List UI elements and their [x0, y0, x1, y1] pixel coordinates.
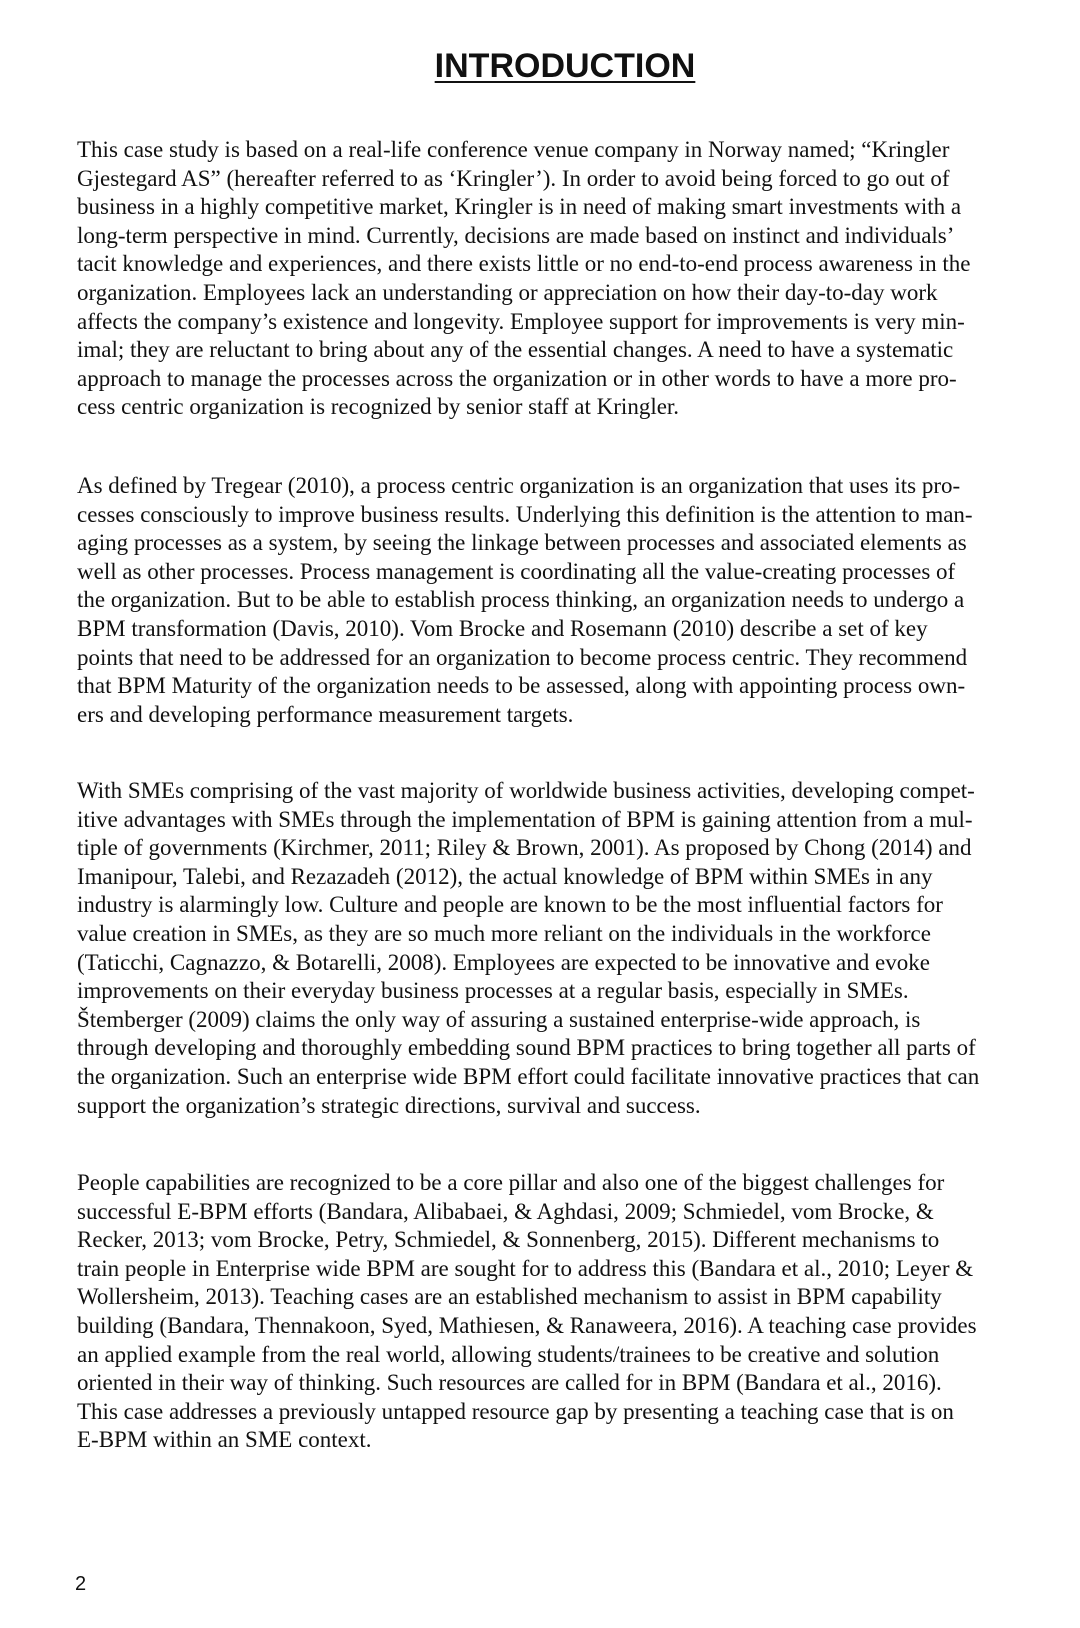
text-line: E-BPM within an SME context. — [77, 1427, 372, 1453]
text-line: People capabilities are recognized to be a core pillar and also one of the biggest challenges for — [77, 1170, 945, 1195]
text-line: building (Bandara, Thennakoon, Syed, Mathiesen, & Ranaweera, 2016). A teaching case provides — [77, 1312, 977, 1338]
paragraph-3 — [77, 777, 1057, 1120]
paragraph-1 — [77, 136, 1057, 422]
text-line: Štemberger (2009) claims the only way of assuring a sustained enterprise-wide approach, is — [77, 1006, 921, 1032]
text-line: BPM transformation (Davis, 2010). Vom Brocke and Rosemann (2010) describe a set of key — [77, 615, 928, 641]
text-line: This case addresses a previously untapped resource gap by presenting a teaching case that is on — [77, 1398, 954, 1424]
text-line: ers and developing performance measurement targets. — [77, 701, 574, 727]
text-line: oriented in their way of thinking. Such resources are called for in BPM (Bandara et al., 2016). — [77, 1370, 942, 1396]
text-line: This case study is based on a real-life conference venue company in Norway named; “Kringler — [77, 137, 950, 162]
text-line: that BPM Maturity of the organization needs to be assessed, along with appointing process own- — [77, 673, 966, 699]
text-line: the organization. Such an enterprise wide BPM effort could facilitate innovative practices that can — [77, 1063, 980, 1089]
text-line: Recker, 2013; vom Brocke, Petry, Schmiedel, & Sonnenberg, 2015). Different mechanisms to — [77, 1227, 940, 1253]
text-line: Gjestegard AS” (hereafter referred to as ‘Kringler’). In order to avoid being forced to go out of — [77, 165, 950, 191]
text-line: cess centric organization is recognized by senior staff at Kringler. — [77, 394, 680, 420]
text-line: approach to manage the processes across the organization or in other words to have a more pro- — [77, 365, 957, 391]
text-line: As defined by Tregear (2010), a process centric organization is an organization that uses its pro- — [77, 473, 961, 498]
text-line: (Taticchi, Cagnazzo, & Botarelli, 2008). Employees are expected to be innovative and evoke — [77, 949, 930, 975]
page-title — [0, 46, 1080, 86]
text-line: the organization. But to be able to establish process thinking, an organization needs to undergo a — [77, 587, 965, 613]
text-line: business in a highly competitive market, Kringler is in need of making smart investments with a — [77, 194, 962, 220]
text-line: improvements on their everyday business processes at a regular basis, especially in SMEs. — [77, 978, 909, 1004]
page-number: 2 — [75, 1573, 87, 1595]
text-line: tacit knowledge and experiences, and there exists little or no end-to-end process awareness in the — [77, 251, 971, 277]
text-line: train people in Enterprise wide BPM are sought for to address this (Bandara et al., 2010; Leyer & — [77, 1255, 974, 1281]
text-line: well as other processes. Process management is coordinating all the value-creating processes of — [77, 558, 956, 584]
paragraph-2 — [77, 472, 1057, 729]
text-line: cesses consciously to improve business results. Underlying this definition is the attention to man- — [77, 501, 973, 527]
text-line: With SMEs comprising of the vast majority of worldwide business activities, developing compet- — [77, 778, 975, 803]
text-line: imal; they are reluctant to bring about any of the essential changes. A need to have a systematic — [77, 337, 954, 363]
text-line: aging processes as a system, by seeing the linkage between processes and associated elements as — [77, 530, 967, 556]
text-line: value creation in SMEs, as they are so much more reliant on the individuals in the workforce — [77, 920, 931, 946]
text-line: affects the company’s existence and longevity. Employee support for improvements is very min- — [77, 308, 965, 334]
text-line: through developing and thoroughly embedding sound BPM practices to bring together all parts of — [77, 1035, 976, 1061]
text-line: points that need to be addressed for an organization to become process centric. They recommend — [77, 644, 968, 670]
text-line: itive advantages with SMEs through the implementation of BPM is gaining attention from a mul- — [77, 806, 973, 832]
paragraph-4 — [77, 1169, 1057, 1455]
text-line: an applied example from the real world, allowing students/trainees to be creative and solution — [77, 1341, 940, 1367]
text-line: long-term perspective in mind. Currently, decisions are made based on instinct and individuals’ — [77, 222, 955, 248]
text-line: successful E-BPM efforts (Bandara, Alibabaei, & Aghdasi, 2009; Schmiedel, vom Brocke, & — [77, 1198, 934, 1224]
text-line: organization. Employees lack an understanding or appreciation on how their day-to-day work — [77, 279, 938, 305]
text-line: support the organization’s strategic directions, survival and success. — [77, 1092, 701, 1118]
text-line: Wollersheim, 2013). Teaching cases are an established mechanism to assist in BPM capability — [77, 1284, 942, 1310]
page-title-text: INTRODUCTION — [434, 47, 696, 85]
text-line: tiple of governments (Kirchmer, 2011; Riley & Brown, 2001). As proposed by Chong (2014) and — [77, 835, 972, 861]
text-line: industry is alarmingly low. Culture and people are known to be the most influential factors for — [77, 892, 943, 918]
text-line: Imanipour, Talebi, and Rezazadeh (2012), the actual knowledge of BPM within SMEs in any — [77, 863, 933, 889]
